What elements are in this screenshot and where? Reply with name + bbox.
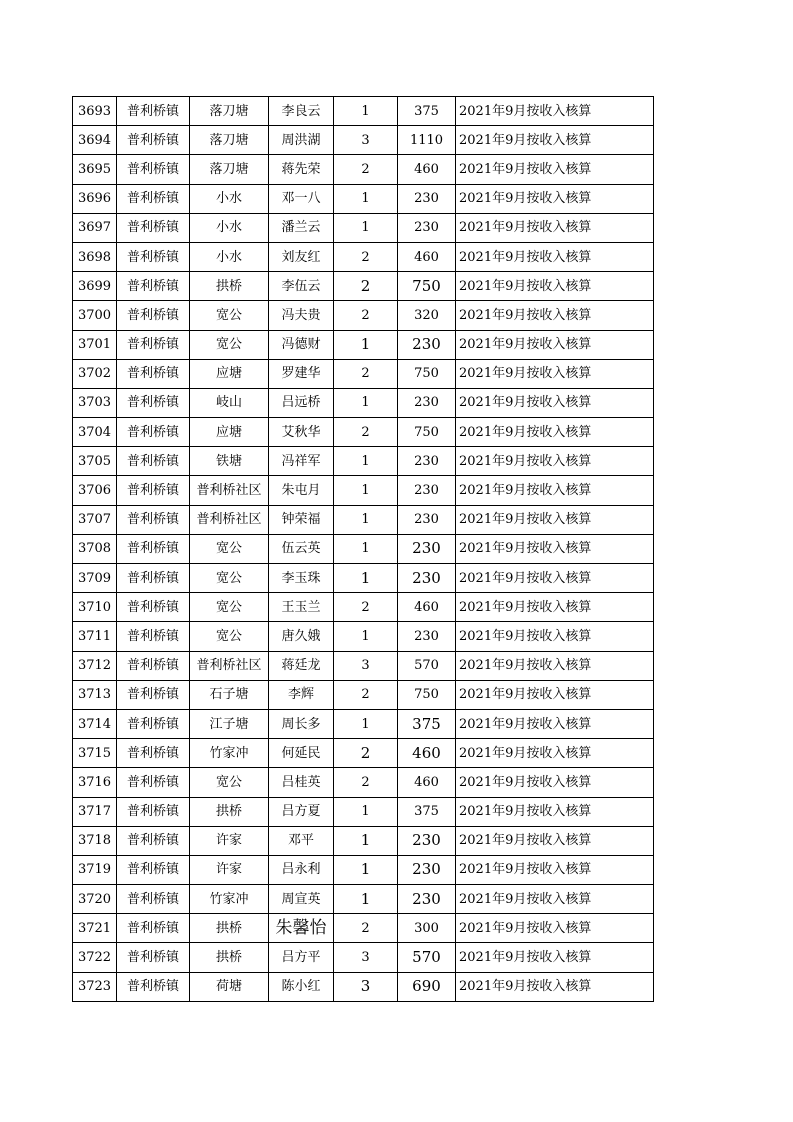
- town-cell: 普利桥镇: [117, 885, 190, 914]
- amount-cell: 750: [398, 272, 456, 301]
- table-row: [73, 476, 654, 505]
- record-number-cell: 3716: [73, 768, 117, 797]
- person-name-cell: 吕远桥: [269, 388, 334, 417]
- household-count-cell: 1: [334, 622, 398, 651]
- record-number-cell: 3718: [73, 826, 117, 855]
- note-cell: 2021年9月按收入核算: [456, 739, 654, 768]
- note-cell: 2021年9月按收入核算: [456, 885, 654, 914]
- table-row: [73, 388, 654, 417]
- table-row: [73, 359, 654, 388]
- table-row: [73, 330, 654, 359]
- person-name-cell: 钟荣福: [269, 505, 334, 534]
- household-count-cell: 1: [334, 564, 398, 593]
- amount-cell: 460: [398, 593, 456, 622]
- table-row: [73, 126, 654, 155]
- record-number-cell: 3714: [73, 709, 117, 738]
- village-cell: 宽公: [190, 768, 269, 797]
- note-cell: 2021年9月按收入核算: [456, 155, 654, 184]
- record-number-cell: 3703: [73, 388, 117, 417]
- household-count-cell: 1: [334, 97, 398, 126]
- household-count-cell: 2: [334, 359, 398, 388]
- person-name-cell: 唐久娥: [269, 622, 334, 651]
- relief-roster-table: [72, 96, 654, 1002]
- town-cell: 普利桥镇: [117, 301, 190, 330]
- amount-cell: 230: [398, 622, 456, 651]
- record-number-cell: 3723: [73, 972, 117, 1001]
- town-cell: 普利桥镇: [117, 709, 190, 738]
- amount-cell: 230: [398, 184, 456, 213]
- record-number-cell: 3711: [73, 622, 117, 651]
- note-cell: 2021年9月按收入核算: [456, 855, 654, 884]
- note-cell: 2021年9月按收入核算: [456, 359, 654, 388]
- amount-cell: 230: [398, 476, 456, 505]
- village-cell: 宽公: [190, 622, 269, 651]
- town-cell: 普利桥镇: [117, 914, 190, 943]
- household-count-cell: 3: [334, 126, 398, 155]
- note-cell: 2021年9月按收入核算: [456, 505, 654, 534]
- town-cell: 普利桥镇: [117, 184, 190, 213]
- record-number-cell: 3704: [73, 418, 117, 447]
- person-name-cell: 吕方平: [269, 943, 334, 972]
- table-row: [73, 593, 654, 622]
- table-row: [73, 447, 654, 476]
- person-name-cell: 冯祥军: [269, 447, 334, 476]
- amount-cell: 570: [398, 943, 456, 972]
- person-name-cell: 王玉兰: [269, 593, 334, 622]
- record-number-cell: 3719: [73, 855, 117, 884]
- town-cell: 普利桥镇: [117, 826, 190, 855]
- village-cell: 落刀塘: [190, 155, 269, 184]
- person-name-cell: 李伍云: [269, 272, 334, 301]
- amount-cell: 375: [398, 797, 456, 826]
- person-name-cell: 罗建华: [269, 359, 334, 388]
- household-count-cell: 1: [334, 213, 398, 242]
- household-count-cell: 2: [334, 593, 398, 622]
- note-cell: 2021年9月按收入核算: [456, 476, 654, 505]
- household-count-cell: 1: [334, 505, 398, 534]
- amount-cell: 230: [398, 505, 456, 534]
- household-count-cell: 2: [334, 768, 398, 797]
- note-cell: 2021年9月按收入核算: [456, 943, 654, 972]
- person-name-cell: 冯德财: [269, 330, 334, 359]
- village-cell: 小水: [190, 184, 269, 213]
- town-cell: 普利桥镇: [117, 447, 190, 476]
- person-name-cell: 周长多: [269, 709, 334, 738]
- record-number-cell: 3709: [73, 564, 117, 593]
- town-cell: 普利桥镇: [117, 272, 190, 301]
- town-cell: 普利桥镇: [117, 330, 190, 359]
- record-number-cell: 3720: [73, 885, 117, 914]
- person-name-cell: 蒋先荣: [269, 155, 334, 184]
- town-cell: 普利桥镇: [117, 593, 190, 622]
- amount-cell: 230: [398, 534, 456, 563]
- household-count-cell: 1: [334, 388, 398, 417]
- person-name-cell: 吕桂英: [269, 768, 334, 797]
- town-cell: 普利桥镇: [117, 651, 190, 680]
- town-cell: 普利桥镇: [117, 213, 190, 242]
- note-cell: 2021年9月按收入核算: [456, 768, 654, 797]
- person-name-cell: 朱馨怡: [269, 914, 334, 943]
- record-number-cell: 3697: [73, 213, 117, 242]
- note-cell: 2021年9月按收入核算: [456, 388, 654, 417]
- town-cell: 普利桥镇: [117, 972, 190, 1001]
- person-name-cell: 潘兰云: [269, 213, 334, 242]
- record-number-cell: 3707: [73, 505, 117, 534]
- household-count-cell: 3: [334, 943, 398, 972]
- table-row: [73, 651, 654, 680]
- household-count-cell: 1: [334, 476, 398, 505]
- amount-cell: 460: [398, 739, 456, 768]
- table-body: [73, 97, 654, 1002]
- amount-cell: 230: [398, 564, 456, 593]
- note-cell: 2021年9月按收入核算: [456, 622, 654, 651]
- note-cell: 2021年9月按收入核算: [456, 680, 654, 709]
- village-cell: 岐山: [190, 388, 269, 417]
- person-name-cell: 李辉: [269, 680, 334, 709]
- table-row: [73, 155, 654, 184]
- village-cell: 普利桥社区: [190, 505, 269, 534]
- table-row: [73, 943, 654, 972]
- household-count-cell: 2: [334, 914, 398, 943]
- village-cell: 宽公: [190, 301, 269, 330]
- record-number-cell: 3701: [73, 330, 117, 359]
- person-name-cell: 伍云英: [269, 534, 334, 563]
- household-count-cell: 2: [334, 155, 398, 184]
- amount-cell: 750: [398, 680, 456, 709]
- table-row: [73, 855, 654, 884]
- village-cell: 许家: [190, 826, 269, 855]
- town-cell: 普利桥镇: [117, 768, 190, 797]
- record-number-cell: 3699: [73, 272, 117, 301]
- town-cell: 普利桥镇: [117, 359, 190, 388]
- note-cell: 2021年9月按收入核算: [456, 972, 654, 1001]
- record-number-cell: 3708: [73, 534, 117, 563]
- village-cell: 拱桥: [190, 272, 269, 301]
- person-name-cell: 蒋廷龙: [269, 651, 334, 680]
- town-cell: 普利桥镇: [117, 242, 190, 271]
- person-name-cell: 李玉珠: [269, 564, 334, 593]
- village-cell: 竹家冲: [190, 739, 269, 768]
- household-count-cell: 2: [334, 680, 398, 709]
- note-cell: 2021年9月按收入核算: [456, 126, 654, 155]
- table-row: [73, 797, 654, 826]
- person-name-cell: 陈小红: [269, 972, 334, 1001]
- town-cell: 普利桥镇: [117, 126, 190, 155]
- table-row: [73, 885, 654, 914]
- amount-cell: 230: [398, 330, 456, 359]
- table-row: [73, 622, 654, 651]
- amount-cell: 690: [398, 972, 456, 1001]
- note-cell: 2021年9月按收入核算: [456, 564, 654, 593]
- record-number-cell: 3715: [73, 739, 117, 768]
- household-count-cell: 1: [334, 184, 398, 213]
- household-count-cell: 1: [334, 885, 398, 914]
- table-row: [73, 97, 654, 126]
- record-number-cell: 3712: [73, 651, 117, 680]
- amount-cell: 1110: [398, 126, 456, 155]
- household-count-cell: 1: [334, 826, 398, 855]
- village-cell: 宽公: [190, 330, 269, 359]
- note-cell: 2021年9月按收入核算: [456, 709, 654, 738]
- note-cell: 2021年9月按收入核算: [456, 184, 654, 213]
- table-row: [73, 826, 654, 855]
- record-number-cell: 3721: [73, 914, 117, 943]
- record-number-cell: 3698: [73, 242, 117, 271]
- person-name-cell: 冯夫贵: [269, 301, 334, 330]
- village-cell: 荷塘: [190, 972, 269, 1001]
- table-row: [73, 184, 654, 213]
- note-cell: 2021年9月按收入核算: [456, 272, 654, 301]
- amount-cell: 460: [398, 242, 456, 271]
- village-cell: 小水: [190, 213, 269, 242]
- person-name-cell: 艾秋华: [269, 418, 334, 447]
- town-cell: 普利桥镇: [117, 680, 190, 709]
- town-cell: 普利桥镇: [117, 855, 190, 884]
- household-count-cell: 1: [334, 709, 398, 738]
- town-cell: 普利桥镇: [117, 97, 190, 126]
- amount-cell: 230: [398, 826, 456, 855]
- town-cell: 普利桥镇: [117, 564, 190, 593]
- village-cell: 拱桥: [190, 914, 269, 943]
- person-name-cell: 吕方夏: [269, 797, 334, 826]
- table-row: [73, 213, 654, 242]
- town-cell: 普利桥镇: [117, 739, 190, 768]
- note-cell: 2021年9月按收入核算: [456, 797, 654, 826]
- amount-cell: 750: [398, 418, 456, 447]
- person-name-cell: 周宣英: [269, 885, 334, 914]
- record-number-cell: 3693: [73, 97, 117, 126]
- table-row: [73, 564, 654, 593]
- household-count-cell: 1: [334, 534, 398, 563]
- village-cell: 竹家冲: [190, 885, 269, 914]
- amount-cell: 230: [398, 447, 456, 476]
- record-number-cell: 3710: [73, 593, 117, 622]
- amount-cell: 230: [398, 213, 456, 242]
- amount-cell: 460: [398, 155, 456, 184]
- village-cell: 江子塘: [190, 709, 269, 738]
- table-row: [73, 914, 654, 943]
- town-cell: 普利桥镇: [117, 622, 190, 651]
- household-count-cell: 2: [334, 418, 398, 447]
- note-cell: 2021年9月按收入核算: [456, 914, 654, 943]
- village-cell: 普利桥社区: [190, 476, 269, 505]
- person-name-cell: 邓一八: [269, 184, 334, 213]
- town-cell: 普利桥镇: [117, 155, 190, 184]
- household-count-cell: 2: [334, 272, 398, 301]
- person-name-cell: 邓平: [269, 826, 334, 855]
- amount-cell: 375: [398, 709, 456, 738]
- table-row: [73, 505, 654, 534]
- amount-cell: 375: [398, 97, 456, 126]
- town-cell: 普利桥镇: [117, 943, 190, 972]
- household-count-cell: 2: [334, 301, 398, 330]
- village-cell: 应塘: [190, 359, 269, 388]
- household-count-cell: 1: [334, 447, 398, 476]
- household-count-cell: 1: [334, 797, 398, 826]
- note-cell: 2021年9月按收入核算: [456, 826, 654, 855]
- table-row: [73, 418, 654, 447]
- amount-cell: 570: [398, 651, 456, 680]
- note-cell: 2021年9月按收入核算: [456, 593, 654, 622]
- village-cell: 落刀塘: [190, 97, 269, 126]
- note-cell: 2021年9月按收入核算: [456, 534, 654, 563]
- village-cell: 宽公: [190, 564, 269, 593]
- note-cell: 2021年9月按收入核算: [456, 301, 654, 330]
- household-count-cell: 3: [334, 972, 398, 1001]
- village-cell: 宽公: [190, 534, 269, 563]
- household-count-cell: 3: [334, 651, 398, 680]
- amount-cell: 320: [398, 301, 456, 330]
- town-cell: 普利桥镇: [117, 418, 190, 447]
- table-row: [73, 242, 654, 271]
- town-cell: 普利桥镇: [117, 534, 190, 563]
- record-number-cell: 3706: [73, 476, 117, 505]
- table-row: [73, 272, 654, 301]
- note-cell: 2021年9月按收入核算: [456, 418, 654, 447]
- record-number-cell: 3705: [73, 447, 117, 476]
- record-number-cell: 3700: [73, 301, 117, 330]
- note-cell: 2021年9月按收入核算: [456, 97, 654, 126]
- table-row: [73, 972, 654, 1001]
- village-cell: 拱桥: [190, 943, 269, 972]
- record-number-cell: 3695: [73, 155, 117, 184]
- amount-cell: 230: [398, 885, 456, 914]
- person-name-cell: 何延民: [269, 739, 334, 768]
- person-name-cell: 吕永利: [269, 855, 334, 884]
- village-cell: 铁塘: [190, 447, 269, 476]
- note-cell: 2021年9月按收入核算: [456, 651, 654, 680]
- person-name-cell: 朱屯月: [269, 476, 334, 505]
- village-cell: 拱桥: [190, 797, 269, 826]
- record-number-cell: 3717: [73, 797, 117, 826]
- note-cell: 2021年9月按收入核算: [456, 242, 654, 271]
- table-row: [73, 768, 654, 797]
- amount-cell: 300: [398, 914, 456, 943]
- person-name-cell: 刘友红: [269, 242, 334, 271]
- amount-cell: 230: [398, 388, 456, 417]
- table-row: [73, 680, 654, 709]
- household-count-cell: 1: [334, 330, 398, 359]
- note-cell: 2021年9月按收入核算: [456, 213, 654, 242]
- amount-cell: 460: [398, 768, 456, 797]
- record-number-cell: 3694: [73, 126, 117, 155]
- table-row: [73, 739, 654, 768]
- household-count-cell: 2: [334, 739, 398, 768]
- record-number-cell: 3696: [73, 184, 117, 213]
- village-cell: 许家: [190, 855, 269, 884]
- table-row: [73, 534, 654, 563]
- village-cell: 宽公: [190, 593, 269, 622]
- village-cell: 应塘: [190, 418, 269, 447]
- village-cell: 落刀塘: [190, 126, 269, 155]
- person-name-cell: 周洪湖: [269, 126, 334, 155]
- amount-cell: 750: [398, 359, 456, 388]
- town-cell: 普利桥镇: [117, 476, 190, 505]
- note-cell: 2021年9月按收入核算: [456, 447, 654, 476]
- town-cell: 普利桥镇: [117, 797, 190, 826]
- amount-cell: 230: [398, 855, 456, 884]
- village-cell: 小水: [190, 242, 269, 271]
- household-count-cell: 1: [334, 855, 398, 884]
- village-cell: 石子塘: [190, 680, 269, 709]
- record-number-cell: 3702: [73, 359, 117, 388]
- record-number-cell: 3713: [73, 680, 117, 709]
- town-cell: 普利桥镇: [117, 505, 190, 534]
- household-count-cell: 2: [334, 242, 398, 271]
- note-cell: 2021年9月按收入核算: [456, 330, 654, 359]
- village-cell: 普利桥社区: [190, 651, 269, 680]
- table-row: [73, 301, 654, 330]
- town-cell: 普利桥镇: [117, 388, 190, 417]
- table-row: [73, 709, 654, 738]
- person-name-cell: 李良云: [269, 97, 334, 126]
- record-number-cell: 3722: [73, 943, 117, 972]
